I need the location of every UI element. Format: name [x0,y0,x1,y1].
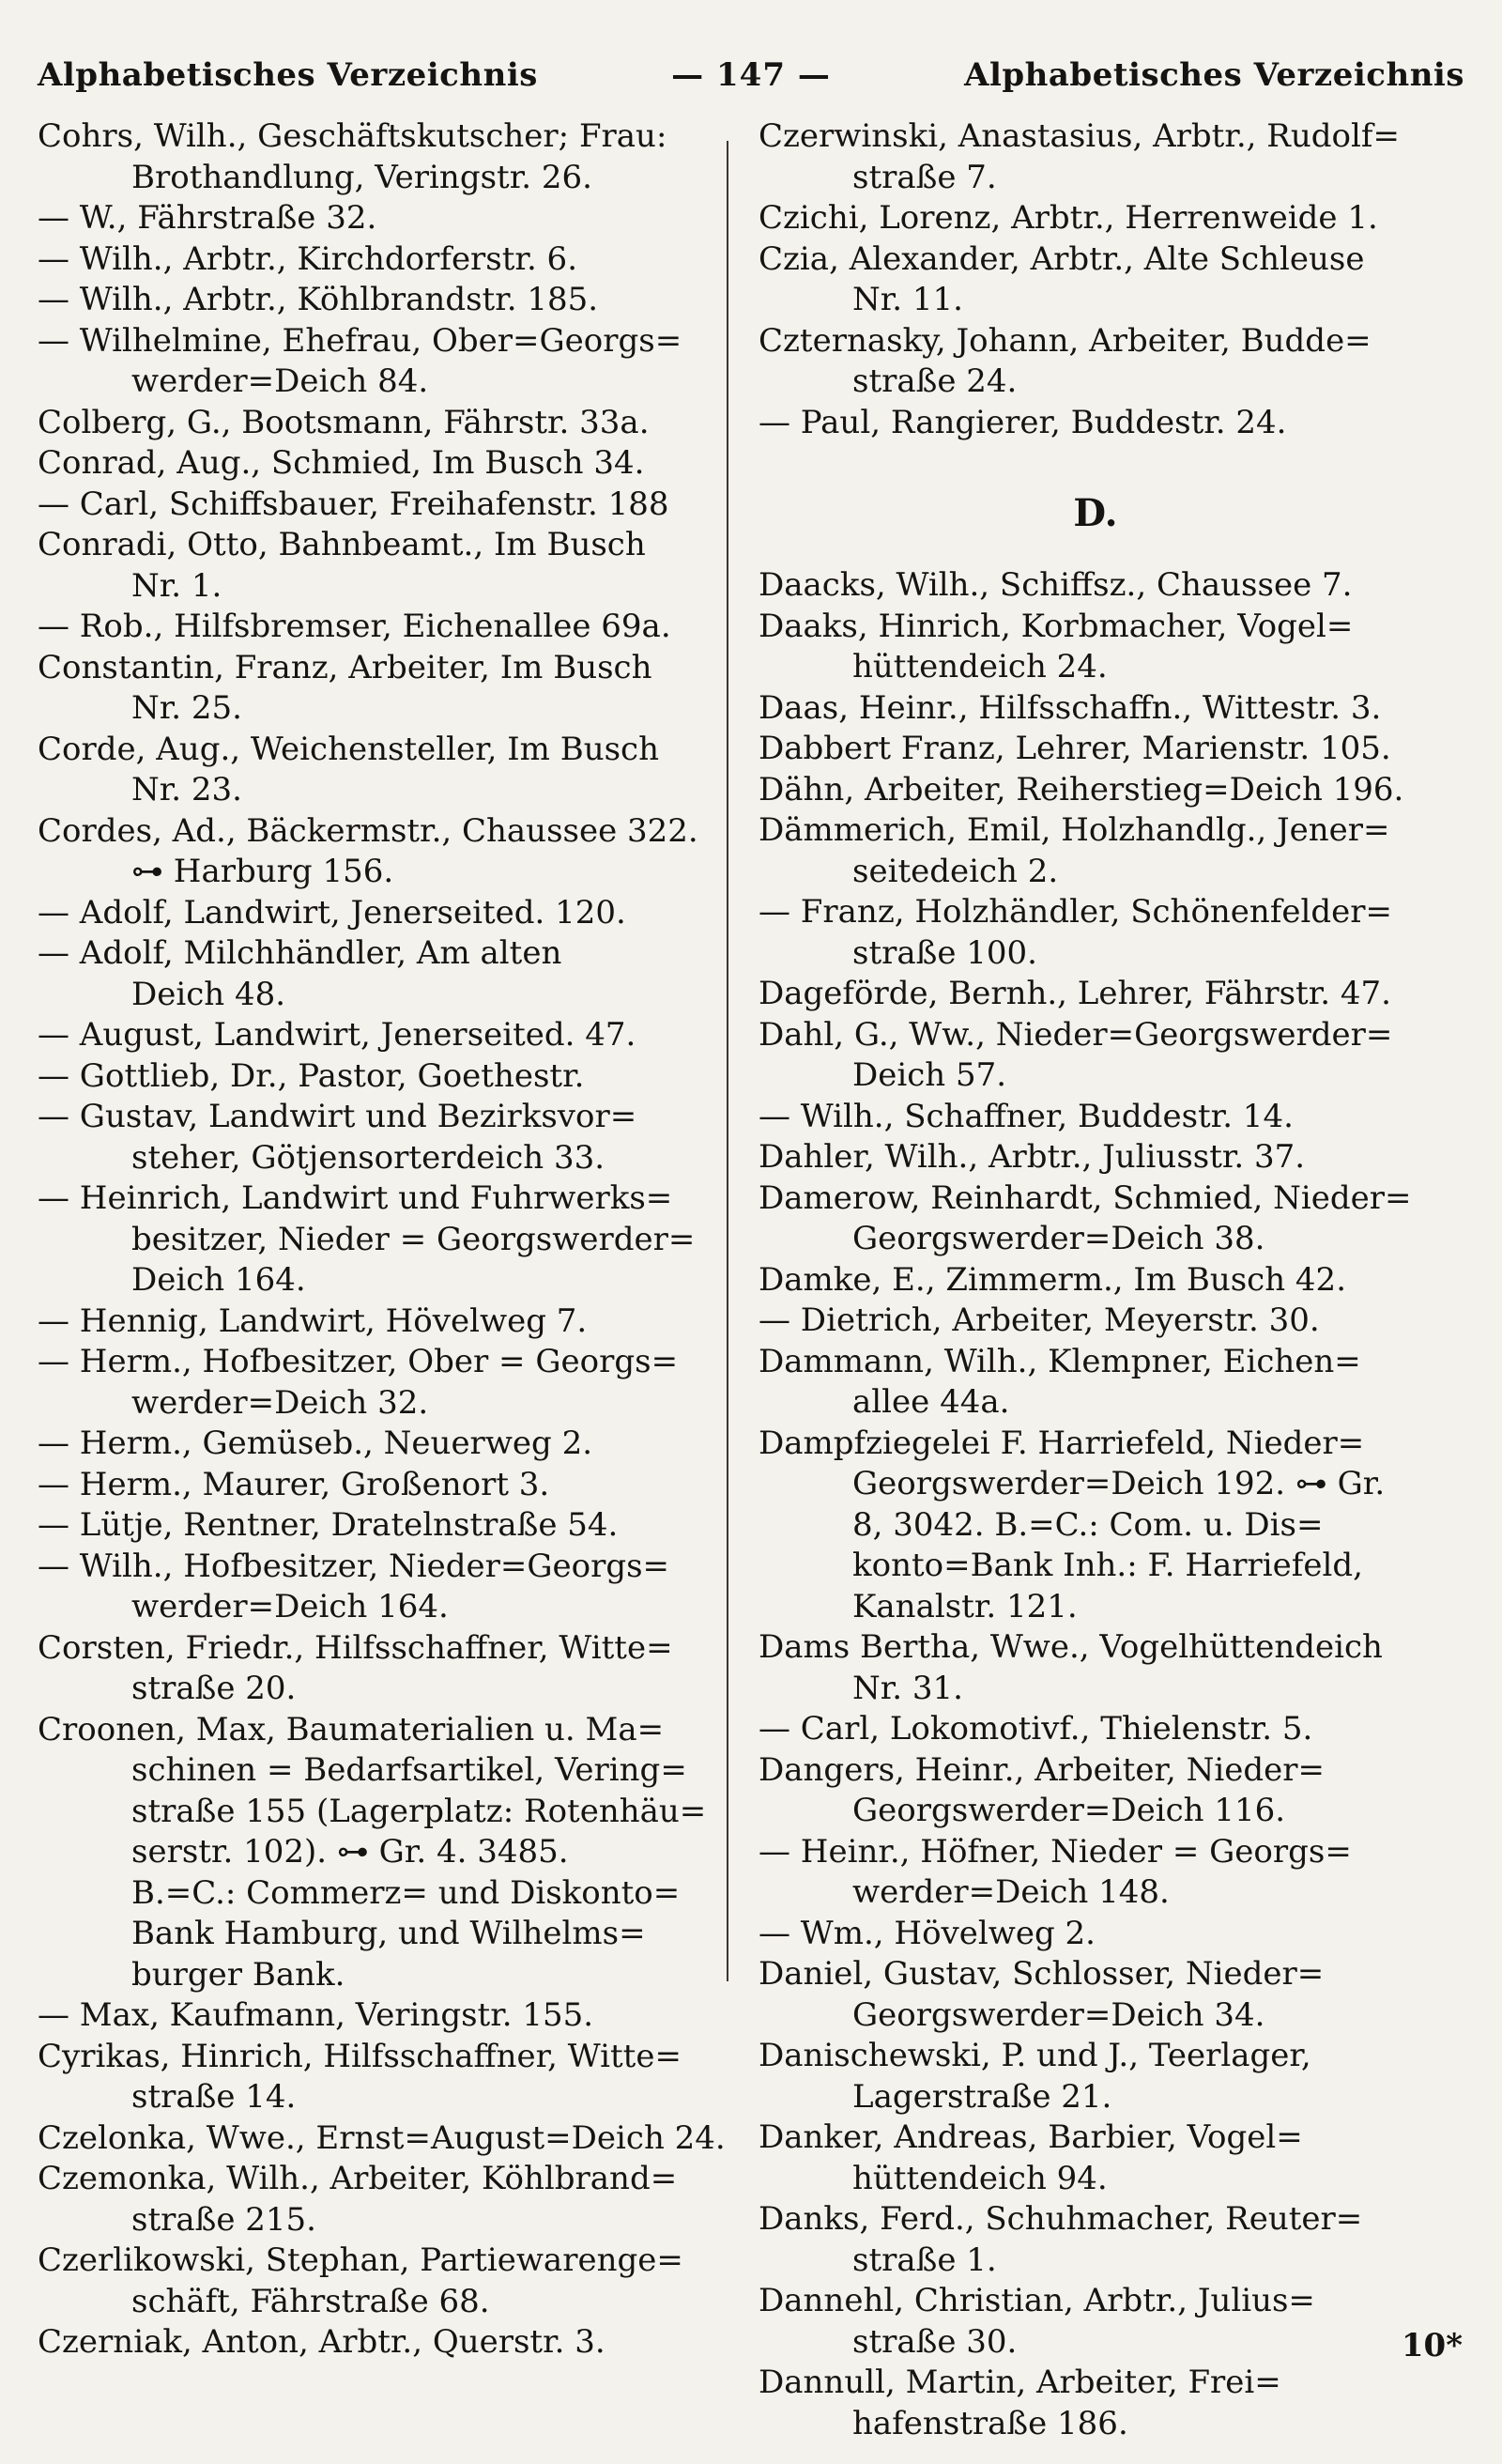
directory-line: Czia, Alexander, Arbtr., Alte Schleuse [759,239,1365,278]
directory-line: — Gustav, Landwirt und Bezirksvor= [38,1098,637,1135]
directory-line: Cordes, Ad., Bäckermstr., Chaussee 322. [38,811,698,850]
directory-line: straße 215. [131,2200,316,2239]
directory-line: Czternasky, Johann, Arbeiter, Budde= [759,321,1372,360]
directory-line: — Rob., Hilfsbremser, Eichenallee 69a. [38,608,671,645]
directory-line: — Herm., Hofbesitzer, Ober = Georgs= [38,1343,679,1380]
directory-line: steher, Götjensorterdeich 33. [131,1138,605,1177]
directory-line: Corsten, Friedr., Hilfsschaffner, Witte= [38,1628,673,1667]
header-right-title: Alphabetisches Verzeichnis [964,56,1464,94]
directory-line: Kanalstr. 121. [852,1587,1078,1625]
directory-line: straße 20. [131,1670,297,1707]
directory-line: — Hennig, Landwirt, Hövelweg 7. [38,1301,588,1340]
directory-line: — Wilhelmine, Ehefrau, Ober=Georgs= [38,321,682,360]
directory-line: Lagerstraße 21. [852,2077,1112,2116]
directory-line: — Heinrich, Landwirt und Fuhrwerks= [38,1179,673,1217]
directory-line: Czerlikowski, Stephan, Partiewarenge= [38,2241,683,2279]
directory-line: — Franz, Holzhändler, Schönenfelder= [759,893,1393,931]
directory-line: Nr. 1. [131,566,222,605]
footer-signature: 10* [1401,2327,1463,2364]
directory-line: werder=Deich 148. [852,1873,1170,1911]
directory-line: Georgswerder=Deich 192. ⊶ Gr. [852,1465,1386,1502]
left-column [38,116,726,2364]
directory-line: burger Bank. [131,1955,345,1994]
directory-line: Czelonka, Wwe., Ernst=August=Deich 24. [38,2118,726,2157]
directory-line: seitedeich 2. [852,852,1059,890]
directory-line: Dannull, Martin, Arbeiter, Frei= [759,2364,1281,2401]
directory-line: konto=Bank Inh.: F. Harriefeld, [852,1547,1363,1584]
directory-line: B.=C.: Commerz= und Diskonto= [131,1873,681,1912]
directory-line: Dannehl, Christian, Arbtr., Julius= [759,2282,1315,2319]
right-column-c-entries [759,116,1433,443]
directory-line: Dammann, Wilh., Klempner, Eichen= [759,1342,1361,1380]
directory-line: Constantin, Franz, Arbeiter, Im Busch [38,648,652,686]
directory-line: Brothandlung, Veringstr. 26. [131,158,592,196]
directory-line: Georgswerder=Deich 34. [852,1995,1265,2034]
directory-line: — Wilh., Schaffner, Buddestr. 14. [759,1097,1294,1135]
directory-line: Czerwinski, Anastasius, Arbtr., Rudolf= [759,117,1400,155]
directory-line: Daaks, Hinrich, Korbmacher, Vogel= [759,607,1354,645]
directory-line: straße 100. [852,933,1037,972]
running-header [38,56,1464,107]
directory-line: schäft, Fährstraße 68. [131,2282,490,2320]
directory-line: — Herm., Gemüseb., Neuerweg 2. [38,1424,593,1462]
directory-line: — Wilh., Arbtr., Köhlbrandstr. 185. [38,281,599,318]
directory-line: Nr. 23. [131,771,242,808]
directory-line: hüttendeich 24. [852,648,1108,685]
directory-line: — Carl, Lokomotivf., Thielenstr. 5. [759,1710,1313,1748]
header-left-title: Alphabetisches Verzeichnis [38,56,538,94]
column-divider [727,141,728,1981]
directory-line: — Herm., Maurer, Großenort 3. [38,1465,550,1503]
directory-line: Damke, E., Zimmerm., Im Busch 42. [759,1260,1346,1299]
directory-line: Czemonka, Wilh., Arbeiter, Köhlbrand= [38,2160,678,2197]
directory-line: 8, 3042. B.=C.: Com. u. Dis= [852,1505,1324,1544]
directory-line: Dämmerich, Emil, Holzhandlg., Jener= [759,811,1390,849]
directory-line: — Carl, Schiffsbauer, Freihafenstr. 188 [38,485,669,523]
page-number: — 147 — [671,56,831,94]
directory-line: Dangers, Heinr., Arbeiter, Nieder= [759,1750,1325,1789]
directory-line: Colberg, G., Bootsmann, Fährstr. 33a. [38,403,650,441]
directory-line: straße 1. [852,2241,997,2279]
directory-line: Dahler, Wilh., Arbtr., Juliusstr. 37. [759,1138,1306,1176]
directory-line: — Paul, Rangierer, Buddestr. 24. [759,403,1287,441]
directory-line: Danischewski, P. und J., Teerlager, [759,2037,1311,2074]
directory-line: Deich 57. [852,1056,1007,1094]
directory-line: Dähn, Arbeiter, Reiherstieg=Deich 196. [759,770,1404,808]
directory-line: Dabbert Franz, Lehrer, Marienstr. 105. [759,730,1391,767]
directory-line: werder=Deich 32. [131,1383,429,1422]
directory-line: Nr. 25. [131,689,242,727]
directory-line: Dahl, G., Ww., Nieder=Georgswerder= [759,1015,1393,1054]
directory-line: straße 24. [852,362,1018,400]
directory-line: Corde, Aug., Weichensteller, Im Busch [38,730,659,768]
directory-line: Nr. 31. [852,1669,963,1707]
directory-line: Conradi, Otto, Bahnbeamt., Im Busch [38,526,646,563]
directory-line: — Heinr., Höfner, Nieder = Georgs= [759,1832,1352,1871]
directory-line: Bank Hamburg, und Wilhelms= [131,1915,646,1952]
directory-line: Daas, Heinr., Hilfsschaffn., Wittestr. 3. [759,688,1382,727]
directory-line: Danks, Ferd., Schuhmacher, Reuter= [759,2200,1363,2238]
directory-line: allee 44a. [852,1383,1010,1421]
directory-line: — W., Fährstraße 32. [38,199,377,237]
directory-line: werder=Deich 164. [131,1588,449,1625]
directory-line: Danker, Andreas, Barbier, Vogel= [759,2118,1303,2156]
directory-line: — Wilh., Arbtr., Kirchdorferstr. 6. [38,239,577,278]
directory-line: Damerow, Reinhardt, Schmied, Nieder= [759,1178,1412,1217]
directory-line: schinen = Bedarfsartikel, Vering= [131,1751,687,1789]
directory-line: hüttendeich 94. [852,2159,1108,2197]
directory-line: Czichi, Lorenz, Arbtr., Herrenweide 1. [759,199,1378,237]
directory-line: werder=Deich 84. [131,362,429,400]
directory-line: ⊶ Harburg 156. [131,853,394,890]
directory-line: — Adolf, Milchhändler, Am alten [38,934,562,972]
directory-line: — Adolf, Landwirt, Jenerseited. 120. [38,893,626,932]
directory-line: Cyrikas, Hinrich, Hilfsschaffner, Witte= [38,2037,682,2075]
directory-line: Georgswerder=Deich 38. [852,1220,1265,1257]
directory-line: Daniel, Gustav, Schlosser, Nieder= [759,1955,1325,1993]
directory-line: Deich 164. [131,1261,306,1299]
directory-line: straße 30. [852,2322,1018,2361]
directory-line: — Wm., Hövelweg 2. [759,1914,1096,1952]
directory-line: Dampfziegelei F. Harriefeld, Nieder= [759,1424,1365,1462]
directory-line: — Max, Kaufmann, Veringstr. 155. [38,1996,594,2034]
directory-line: hafenstraße 186. [852,2404,1128,2442]
directory-line: Dams Bertha, Wwe., Vogelhüttendeich [759,1628,1383,1666]
directory-line: — Dietrich, Arbeiter, Meyerstr. 30. [759,1301,1320,1339]
directory-line: serstr. 102). ⊶ Gr. 4. 3485. [131,1833,569,1871]
directory-line: — August, Landwirt, Jenerseited. 47. [38,1016,636,1054]
right-column-d-entries [759,565,1433,2444]
section-letter-d: D. [1073,491,1118,535]
directory-line: — Wilh., Hofbesitzer, Nieder=Georgs= [38,1547,670,1585]
directory-line: besitzer, Nieder = Georgswerder= [131,1220,696,1258]
directory-line: Dageförde, Bernh., Lehrer, Fährstr. 47. [759,975,1391,1012]
right-column [759,116,1433,2444]
directory-line: Georgswerder=Deich 116. [852,1792,1286,1829]
directory-line: Croonen, Max, Baumaterialien u. Ma= [38,1710,665,1748]
directory-line: Cohrs, Wilh., Geschäftskutscher; Frau: [38,117,667,155]
directory-line: straße 7. [852,158,997,196]
directory-line: — Gottlieb, Dr., Pastor, Goethestr. [38,1056,585,1095]
directory-line: straße 14. [131,2078,297,2116]
directory-line: — Lütje, Rentner, Dratelnstraße 54. [38,1506,619,1544]
directory-line: straße 155 (Lagerplatz: Rotenhäu= [131,1792,707,1830]
directory-line: Daacks, Wilh., Schiffsz., Chaussee 7. [759,566,1353,604]
directory-line: Nr. 11. [852,281,963,318]
directory-line: Deich 48. [131,975,286,1013]
directory-line: Conrad, Aug., Schmied, Im Busch 34. [38,444,645,482]
directory-line: Czerniak, Anton, Arbtr., Querstr. 3. [38,2323,605,2361]
